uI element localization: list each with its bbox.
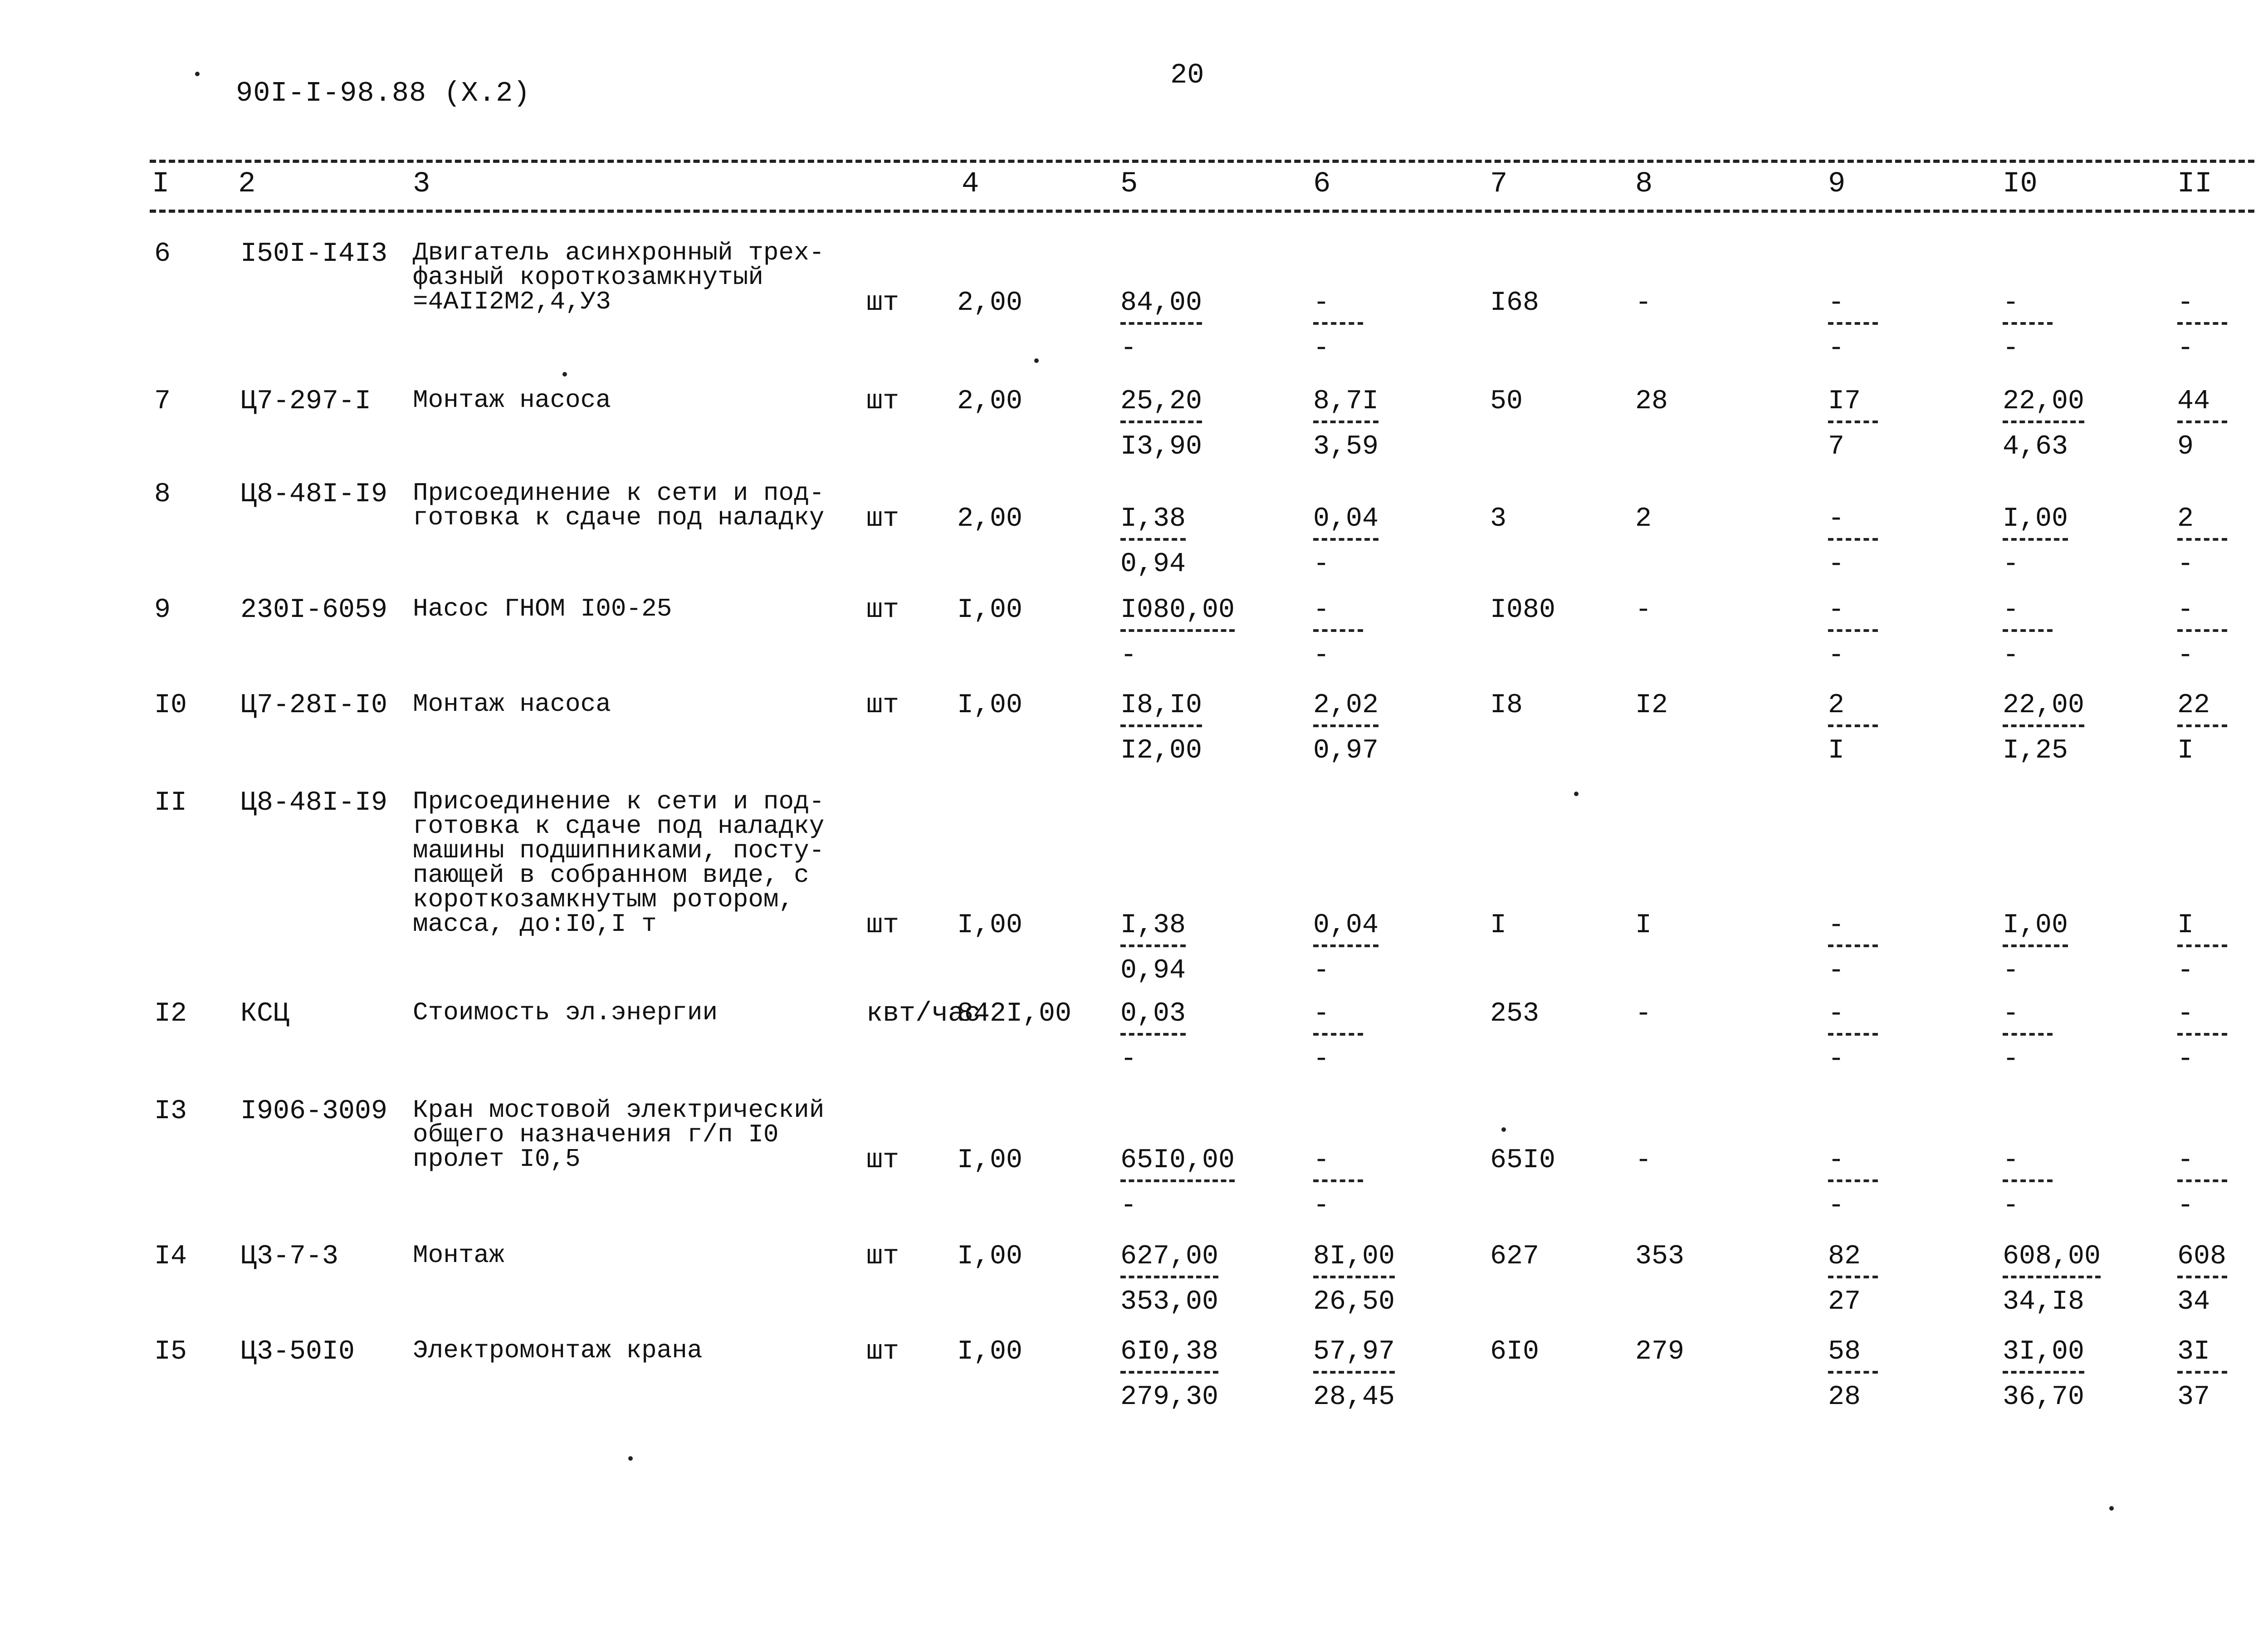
quantity: I,00 — [957, 910, 1023, 941]
total-cost: I8 — [1490, 690, 1523, 721]
total-cost: I68 — [1490, 288, 1540, 318]
machine-cost-fraction — [1828, 1243, 1878, 1316]
unit-cost-fraction — [1120, 1338, 1218, 1411]
document-code: 90I-I-98.88 (X.2) — [236, 77, 531, 109]
labor-total-fraction — [2177, 388, 2227, 460]
unit-of-measure: квт/час — [866, 998, 981, 1029]
rate-code: I906-3009 — [240, 1096, 388, 1127]
unit-of-measure: шт — [866, 288, 899, 318]
row-number: 7 — [154, 386, 171, 417]
labor-unit-numerator: 608,00 — [2003, 1243, 2101, 1278]
labor-total-numerator: - — [2177, 1000, 2227, 1036]
labor-unit-denominator: - — [2003, 1044, 2019, 1075]
unit-of-measure: шт — [866, 386, 899, 417]
machine-cost-fraction — [1828, 912, 1878, 984]
labor-total-fraction — [2177, 505, 2227, 578]
labor-unit-numerator: - — [2003, 1147, 2053, 1182]
row-number: 8 — [154, 479, 171, 510]
unit-cost-fraction — [1120, 1000, 1186, 1073]
unit-cost-numerator: 25,20 — [1120, 388, 1202, 423]
unit-wage-numerator: 2,02 — [1313, 692, 1378, 727]
machine-cost-numerator: - — [1828, 1000, 1878, 1036]
machine-cost-denominator: - — [1828, 549, 1845, 580]
quantity: I,00 — [957, 690, 1023, 721]
scan-speck — [2109, 1506, 2114, 1511]
machine-cost-denominator: 27 — [1828, 1287, 1861, 1317]
row-number: 9 — [154, 595, 171, 626]
unit-wage-denominator: - — [1313, 955, 1330, 986]
unit-wage-fraction — [1313, 1243, 1395, 1316]
rate-code: Ц7-297-I — [240, 386, 371, 417]
unit-wage-numerator: 57,97 — [1313, 1338, 1395, 1374]
column-header: 2 — [238, 168, 256, 201]
unit-wage-fraction — [1313, 505, 1378, 578]
unit-of-measure: шт — [866, 1145, 899, 1176]
labor-total-denominator: - — [2177, 640, 2194, 671]
unit-cost-numerator: 0,03 — [1120, 1000, 1186, 1036]
row-number: I4 — [154, 1241, 187, 1272]
labor-total-numerator: - — [2177, 1147, 2227, 1182]
unit-cost-fraction — [1120, 505, 1186, 578]
labor-unit-fraction — [2003, 1338, 2084, 1411]
labor-total-fraction — [2177, 1243, 2227, 1316]
labor-unit-numerator: - — [2003, 1000, 2053, 1036]
page-number: 20 — [1170, 59, 1204, 91]
unit-wage-fraction — [1313, 692, 1378, 764]
unit-wage-denominator: 26,50 — [1313, 1287, 1395, 1317]
unit-wage-fraction — [1313, 1338, 1395, 1411]
machine-cost-denominator: - — [1828, 1044, 1845, 1075]
unit-wage-numerator: - — [1313, 597, 1363, 632]
total-cost: 50 — [1490, 386, 1523, 417]
labor-unit-fraction — [2003, 1000, 2053, 1073]
table-header-top-rule — [150, 160, 2254, 163]
machine-cost-numerator: - — [1828, 505, 1878, 541]
row-number: I2 — [154, 998, 187, 1029]
total-wage: I2 — [1635, 690, 1668, 721]
machine-cost-fraction — [1828, 692, 1878, 764]
unit-wage-fraction — [1313, 289, 1363, 362]
item-name: Стоимость эл.энергии — [413, 998, 718, 1027]
labor-unit-fraction — [2003, 1147, 2053, 1219]
machine-cost-numerator: I7 — [1828, 388, 1878, 423]
unit-of-measure: шт — [866, 1336, 899, 1367]
labor-unit-denominator: - — [2003, 955, 2019, 986]
machine-cost-fraction — [1828, 1147, 1878, 1219]
unit-wage-fraction — [1313, 388, 1378, 460]
unit-wage-denominator: 28,45 — [1313, 1382, 1395, 1413]
labor-unit-fraction — [2003, 597, 2053, 669]
total-wage: - — [1635, 998, 1652, 1029]
unit-wage-denominator: - — [1313, 549, 1330, 580]
quantity: 2,00 — [957, 288, 1023, 318]
total-wage: - — [1635, 1145, 1652, 1176]
unit-of-measure: шт — [866, 595, 899, 626]
labor-unit-denominator: 36,70 — [2003, 1382, 2085, 1413]
total-cost: 627 — [1490, 1241, 1540, 1272]
total-wage: 28 — [1635, 386, 1668, 417]
unit-wage-denominator: 3,59 — [1313, 431, 1379, 462]
unit-wage-denominator: - — [1313, 1190, 1330, 1221]
labor-total-numerator: 22 — [2177, 692, 2227, 727]
item-name: Присоединение к сети и под- готовка к сдаче под наладку — [413, 479, 825, 532]
total-cost: 253 — [1490, 998, 1540, 1029]
labor-total-numerator: - — [2177, 597, 2227, 632]
unit-wage-numerator: 8,7I — [1313, 388, 1378, 423]
quantity: 842I,00 — [957, 998, 1072, 1029]
quantity: I,00 — [957, 595, 1023, 626]
labor-unit-fraction — [2003, 505, 2068, 578]
scan-speck — [628, 1456, 633, 1461]
unit-wage-denominator: 0,97 — [1313, 735, 1379, 766]
machine-cost-fraction — [1828, 597, 1878, 669]
unit-cost-numerator: 84,00 — [1120, 289, 1202, 325]
unit-wage-fraction — [1313, 1000, 1363, 1073]
unit-wage-numerator: - — [1313, 1147, 1363, 1182]
rate-code: 230I-6059 — [240, 595, 388, 626]
unit-wage-fraction — [1313, 1147, 1363, 1219]
labor-total-numerator: 608 — [2177, 1243, 2227, 1278]
labor-total-fraction — [2177, 597, 2227, 669]
unit-cost-numerator: 65I0,00 — [1120, 1147, 1235, 1182]
labor-unit-numerator: I,00 — [2003, 912, 2068, 947]
unit-cost-fraction — [1120, 1243, 1218, 1316]
unit-wage-denominator: - — [1313, 1044, 1330, 1075]
rate-code: Ц8-48I-I9 — [240, 788, 388, 818]
machine-cost-fraction — [1828, 1000, 1878, 1073]
item-name: Монтаж — [413, 1241, 504, 1270]
total-cost: 6I0 — [1490, 1336, 1540, 1367]
column-header: I0 — [2003, 168, 2038, 201]
unit-cost-denominator: 353,00 — [1120, 1287, 1219, 1317]
unit-cost-numerator: I080,00 — [1120, 597, 1235, 632]
quantity: 2,00 — [957, 386, 1023, 417]
rate-code: Ц3-50I0 — [240, 1336, 355, 1367]
quantity: 2,00 — [957, 504, 1023, 534]
machine-cost-denominator: - — [1828, 640, 1845, 671]
row-number: I5 — [154, 1336, 187, 1367]
rate-code: I50I-I4I3 — [240, 239, 388, 269]
unit-cost-denominator: - — [1120, 1190, 1137, 1221]
item-name: Монтаж насоса — [413, 386, 611, 415]
machine-cost-fraction — [1828, 1338, 1878, 1411]
column-header: 9 — [1828, 168, 1846, 201]
total-wage: - — [1635, 288, 1652, 318]
unit-wage-fraction — [1313, 597, 1363, 669]
row-number: II — [154, 788, 187, 818]
item-name: Электромонтаж крана — [413, 1336, 703, 1365]
labor-unit-numerator: I,00 — [2003, 505, 2068, 541]
quantity: I,00 — [957, 1336, 1023, 1367]
labor-unit-numerator: - — [2003, 289, 2053, 325]
unit-of-measure: шт — [866, 690, 899, 721]
rate-code: Ц8-48I-I9 — [240, 479, 388, 510]
labor-total-fraction — [2177, 1147, 2227, 1219]
unit-cost-denominator: I2,00 — [1120, 735, 1202, 766]
labor-total-denominator: - — [2177, 549, 2194, 580]
labor-unit-fraction — [2003, 1243, 2101, 1316]
machine-cost-numerator: 58 — [1828, 1338, 1878, 1374]
labor-unit-denominator: - — [2003, 1190, 2019, 1221]
unit-wage-numerator: - — [1313, 1000, 1363, 1036]
unit-wage-denominator: - — [1313, 333, 1330, 364]
column-header: 4 — [962, 168, 979, 201]
scan-speck — [1034, 358, 1039, 363]
item-name: Присоединение к сети и под- готовка к сдаче под наладку машины подшипниками, посту- пающей в собранном виде, с короткозамкнутым ротором, масса, до:I0,I т — [413, 787, 825, 939]
machine-cost-numerator: - — [1828, 1147, 1878, 1182]
labor-total-fraction — [2177, 912, 2227, 984]
unit-cost-fraction — [1120, 597, 1235, 669]
labor-total-denominator: - — [2177, 1190, 2194, 1221]
unit-of-measure: шт — [866, 504, 899, 534]
labor-total-numerator: 44 — [2177, 388, 2227, 423]
unit-cost-denominator: I3,90 — [1120, 431, 1202, 462]
row-number: 6 — [154, 239, 171, 269]
machine-cost-numerator: - — [1828, 289, 1878, 325]
labor-total-denominator: I — [2177, 735, 2194, 766]
labor-unit-denominator: 4,63 — [2003, 431, 2068, 462]
machine-cost-denominator: - — [1828, 955, 1845, 986]
total-cost: I080 — [1490, 595, 1556, 626]
column-header: I — [152, 168, 170, 201]
total-wage: 353 — [1635, 1241, 1685, 1272]
unit-cost-denominator: - — [1120, 1044, 1137, 1075]
labor-total-denominator: - — [2177, 333, 2194, 364]
labor-unit-fraction — [2003, 289, 2053, 362]
unit-cost-fraction — [1120, 289, 1202, 362]
labor-total-denominator: - — [2177, 955, 2194, 986]
unit-wage-denominator: - — [1313, 640, 1330, 671]
unit-cost-numerator: 627,00 — [1120, 1243, 1218, 1278]
unit-cost-fraction — [1120, 692, 1202, 764]
labor-total-fraction — [2177, 1338, 2227, 1411]
unit-cost-fraction — [1120, 388, 1202, 460]
labor-total-numerator: 3I — [2177, 1338, 2227, 1374]
item-name: Кран мостовой электрический общего назначения г/п I0 пролет I0,5 — [413, 1096, 825, 1174]
unit-wage-numerator: - — [1313, 289, 1363, 325]
labor-unit-denominator: - — [2003, 640, 2019, 671]
labor-unit-fraction — [2003, 692, 2084, 764]
labor-total-denominator: 9 — [2177, 431, 2194, 462]
scan-speck — [1501, 1127, 1506, 1132]
labor-total-denominator: - — [2177, 1044, 2194, 1075]
unit-cost-denominator: 0,94 — [1120, 955, 1186, 986]
labor-total-numerator: I — [2177, 912, 2227, 947]
labor-total-numerator: - — [2177, 289, 2227, 325]
scan-speck — [195, 72, 200, 76]
labor-unit-fraction — [2003, 912, 2068, 984]
labor-unit-numerator: 22,00 — [2003, 692, 2084, 727]
machine-cost-numerator: 2 — [1828, 692, 1878, 727]
labor-total-numerator: 2 — [2177, 505, 2227, 541]
machine-cost-numerator: - — [1828, 597, 1878, 632]
total-cost: 3 — [1490, 504, 1507, 534]
unit-cost-fraction — [1120, 1147, 1235, 1219]
total-wage: 279 — [1635, 1336, 1685, 1367]
quantity: I,00 — [957, 1241, 1023, 1272]
rate-code: КСЦ — [240, 998, 290, 1029]
scan-speck — [1574, 792, 1579, 796]
labor-unit-denominator: - — [2003, 333, 2019, 364]
unit-cost-denominator: 0,94 — [1120, 549, 1186, 580]
unit-cost-fraction — [1120, 912, 1186, 984]
unit-of-measure: шт — [866, 1241, 899, 1272]
unit-cost-numerator: I,38 — [1120, 505, 1186, 541]
labor-unit-denominator: I,25 — [2003, 735, 2068, 766]
quantity: I,00 — [957, 1145, 1023, 1176]
labor-total-denominator: 37 — [2177, 1382, 2210, 1413]
item-name: Насос ГНОМ I00-25 — [413, 594, 672, 623]
machine-cost-fraction — [1828, 505, 1878, 578]
machine-cost-fraction — [1828, 289, 1878, 362]
row-number: I3 — [154, 1096, 187, 1127]
machine-cost-numerator: - — [1828, 912, 1878, 947]
unit-cost-denominator: 279,30 — [1120, 1382, 1219, 1413]
unit-cost-denominator: - — [1120, 640, 1137, 671]
unit-wage-fraction — [1313, 912, 1378, 984]
labor-unit-denominator: - — [2003, 549, 2019, 580]
machine-cost-denominator: 7 — [1828, 431, 1845, 462]
labor-unit-numerator: - — [2003, 597, 2053, 632]
column-header: 3 — [413, 168, 430, 201]
unit-cost-denominator: - — [1120, 333, 1137, 364]
labor-unit-denominator: 34,I8 — [2003, 1287, 2085, 1317]
total-wage: - — [1635, 595, 1652, 626]
unit-of-measure: шт — [866, 910, 899, 941]
unit-wage-numerator: 8I,00 — [1313, 1243, 1395, 1278]
unit-wage-numerator: 0,04 — [1313, 912, 1378, 947]
labor-total-fraction — [2177, 1000, 2227, 1073]
item-name: Двигатель асинхронный трех- фазный короткозамкнутый =4АII2М2,4,У3 — [413, 238, 825, 316]
rate-code: Ц7-28I-I0 — [240, 690, 388, 721]
rate-code: Ц3-7-3 — [240, 1241, 339, 1272]
column-header: 5 — [1120, 168, 1138, 201]
column-header: 8 — [1635, 168, 1653, 201]
machine-cost-numerator: 82 — [1828, 1243, 1878, 1278]
labor-unit-numerator: 3I,00 — [2003, 1338, 2084, 1374]
machine-cost-denominator: 28 — [1828, 1382, 1861, 1413]
machine-cost-denominator: - — [1828, 1190, 1845, 1221]
labor-total-fraction — [2177, 289, 2227, 362]
unit-cost-numerator: I8,I0 — [1120, 692, 1202, 727]
row-number: I0 — [154, 690, 187, 721]
column-header: 6 — [1313, 168, 1331, 201]
labor-unit-fraction — [2003, 388, 2084, 460]
column-header: II — [2177, 168, 2212, 201]
table-header-bottom-rule — [150, 210, 2254, 213]
machine-cost-fraction — [1828, 388, 1878, 460]
labor-unit-numerator: 22,00 — [2003, 388, 2084, 423]
item-name: Монтаж насоса — [413, 690, 611, 719]
scan-speck — [562, 372, 567, 377]
unit-cost-numerator: I,38 — [1120, 912, 1186, 947]
labor-total-denominator: 34 — [2177, 1287, 2210, 1317]
unit-wage-numerator: 0,04 — [1313, 505, 1378, 541]
machine-cost-denominator: I — [1828, 735, 1845, 766]
total-cost: I — [1490, 910, 1507, 941]
total-wage: I — [1635, 910, 1652, 941]
labor-total-fraction — [2177, 692, 2227, 764]
column-header: 7 — [1490, 168, 1508, 201]
total-cost: 65I0 — [1490, 1145, 1556, 1176]
total-wage: 2 — [1635, 504, 1652, 534]
machine-cost-denominator: - — [1828, 333, 1845, 364]
unit-cost-numerator: 6I0,38 — [1120, 1338, 1218, 1374]
